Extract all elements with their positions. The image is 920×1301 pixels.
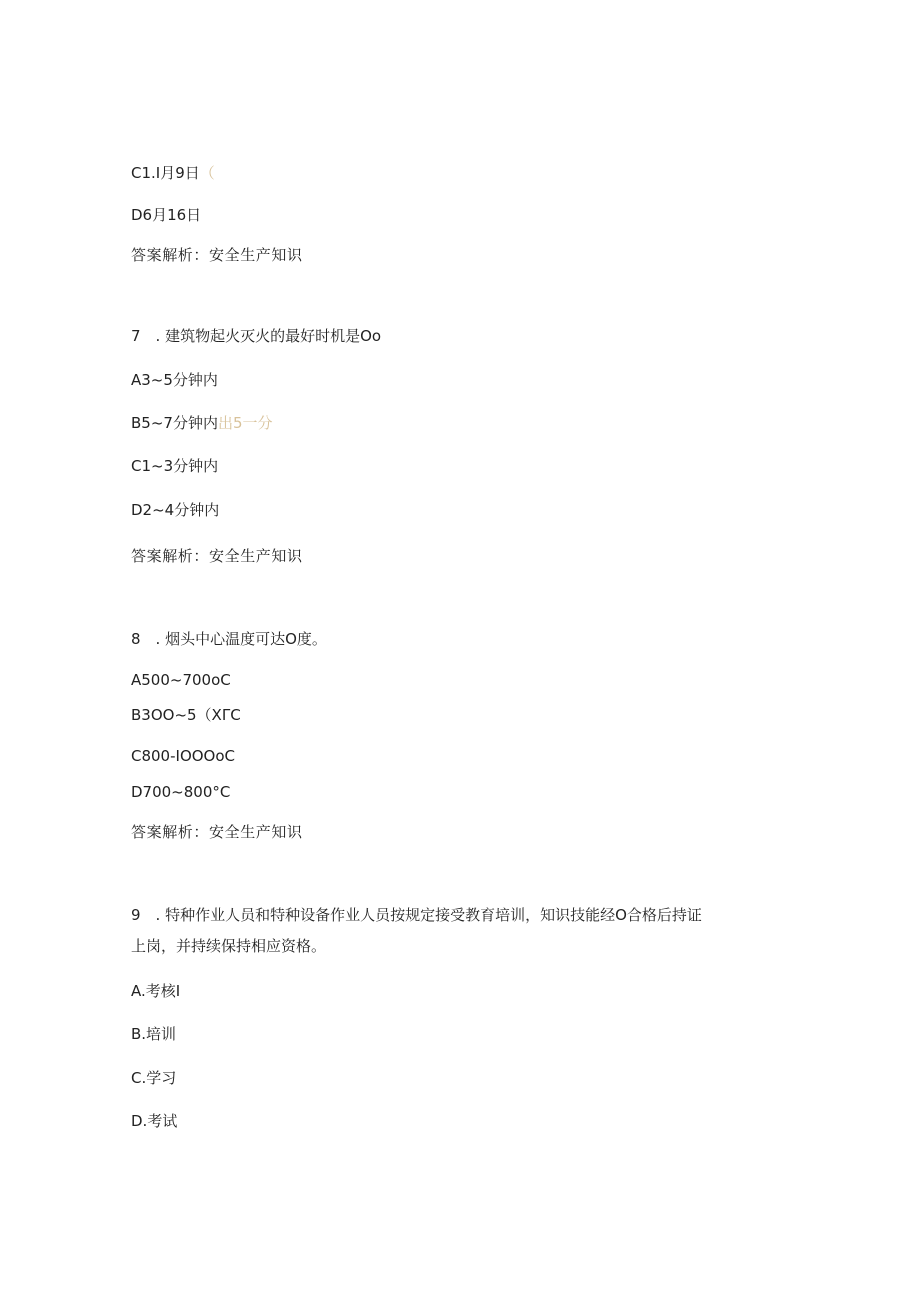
q7-option-a: A3~5分钟内 (131, 371, 218, 389)
q8-option-b: B3OO~5（XΓC (131, 706, 241, 724)
q7-question: 7 . 建筑物起火灭火的最好时机是Oo (131, 327, 382, 345)
q8-option-a: A500~700oC (131, 671, 231, 689)
q8-answer-analysis: 答案解析：安全生产知识 (131, 823, 303, 841)
q9-option-c: C.学习 (131, 1069, 177, 1087)
q9-question-line-1: 9 . 特种作业人员和特种设备作业人员按规定接受教育培训，知识技能经O合格后持证 (131, 906, 702, 924)
q9-option-b: B.培训 (131, 1025, 177, 1043)
q7-option-b (131, 413, 273, 433)
q6-option-d: D6月16日 (131, 206, 202, 224)
q7-option-b-mark: 出5一分 (217, 414, 273, 432)
q9-option-a: A.考核I (131, 982, 181, 1000)
q8-option-c: C800-IOOOoC (131, 747, 236, 765)
q9-question-line-2: 上岗，并持续保持相应资格。 (131, 937, 327, 955)
q6-option-c-text: C1.I月9日 (131, 164, 200, 182)
q6-answer-analysis: 答案解析：安全生产知识 (131, 246, 303, 264)
q6-option-c (131, 163, 215, 183)
q8-question: 8 . 烟头中心温度可达O度。 (131, 630, 327, 648)
q7-option-d: D2~4分钟内 (131, 501, 220, 519)
q6-option-c-mark: （ (199, 164, 215, 182)
q7-option-b-text: B5~7分钟内 (131, 414, 218, 432)
q7-answer-analysis: 答案解析：安全生产知识 (131, 547, 303, 565)
q9-option-d: D.考试 (131, 1112, 178, 1130)
q8-option-d: D700~800°C (131, 783, 231, 801)
q7-option-c: C1~3分钟内 (131, 457, 219, 475)
